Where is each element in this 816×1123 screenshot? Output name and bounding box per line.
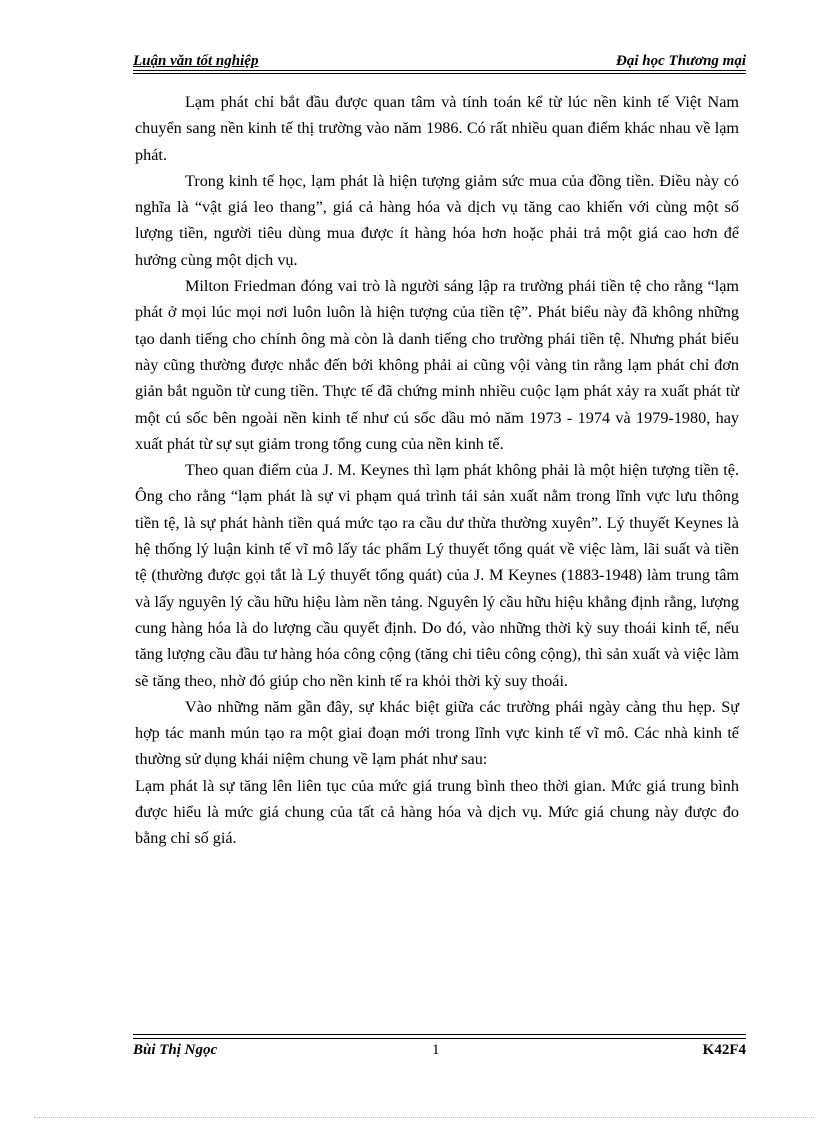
page-bottom-border [34,1117,814,1118]
paragraph-recent-years: Vào những năm gần đây, sự khác biệt giữa các trường phái ngày càng thu hẹp. Sự hợp tác manh mún tạo ra một giai đoạn mới trong lĩnh vực kinh tế vĩ mô. Các nhà kinh tế thường sử dụng khái niệm chung về lạm phát như sau: [135,697,739,769]
header-divider-secondary [133,73,746,74]
footer-divider [133,1034,746,1035]
footer-class-code: K42F4 [702,1042,746,1058]
page-number: 1 [432,1042,440,1058]
header-divider [133,70,746,71]
header-thesis-label: Luận văn tốt nghiệp [133,53,259,69]
document-body [135,89,739,852]
page-footer [133,1040,746,1060]
paragraph-friedman: Milton Friedman đóng vai trò là người sáng lập ra trường phái tiền tệ cho rằng “lạm phát ở mọi lúc mọi nơi luôn luôn là hiện tượng của tiền tệ”. Phát biểu này đã không những tạo danh tiếng cho chính ông mà còn là danh tiếng cho trường phái tiền tệ. Nhưng phát biểu này cũng thường được nhắc đến bởi không phải ai cũng vội vàng tin rằng lạm phát chỉ đơn giản bắt nguồn từ cung tiền. Thực tế đã chứng minh nhiều cuộc lạm phát xảy ra xuất phát từ một cú sốc bên ngoài nền kinh tế như cú sốc dầu mỏ năm 1973 - 1974 và 1979-1980, hay xuất phát từ sự sụt giảm trong tổng cung của nền kinh tế. [135,277,739,453]
header-university-label: Đại học Thương mại [616,53,746,69]
paragraph-keynes: Theo quan điểm của J. M. Keynes thì lạm phát không phải là một hiện tượng tiền tệ. Ông cho rằng “lạm phát là sự vi phạm quá trình tái sản xuất nằm trong lĩnh vực lưu thông tiền tệ, là sự phát hành tiền quá mức tạo ra cầu dư thừa thường xuyên”. Lý thuyết Keynes là hệ thống lý luận kinh tế vĩ mô lấy tác phẩm Lý thuyết tổng quát về việc làm, lãi suất và tiền tệ (thường được gọi tắt là Lý thuyết tổng quát) của J. M Keynes (1883-1948) làm trung tâm và lấy nguyên lý cầu hữu hiệu làm nền tảng. Nguyên lý cầu hữu hiệu khẳng định rằng, lượng cung hàng hóa là do lượng cầu quyết định. Do đó, vào những thời kỳ suy thoái kinh tế, nếu tăng lượng cầu đầu tư hàng hóa công cộng (tăng chi tiêu công cộng), thì sản xuất và việc làm sẽ tăng theo, nhờ đó giúp cho nền kinh tế ra khỏi thời kỳ suy thoái. [135,461,739,690]
paragraph-general-definition: Lạm phát là sự tăng lên liên tục của mức giá trung bình theo thời gian. Mức giá trung bình được hiểu là mức giá chung của tất cả hàng hóa và dịch vụ. Mức giá chung này được đo bằng chỉ số giá. [135,776,739,848]
page-header [133,48,746,70]
paragraph-definition: Trong kinh tế học, lạm phát là hiện tượng giảm sức mua của đồng tiền. Điều này có nghĩa là “vật giá leo thang”, giá cả hàng hóa và dịch vụ tăng cao khiến với cùng một số lượng tiền, người tiêu dùng mua được ít hàng hóa hơn hoặc phải trả một giá cao hơn để hưởng cùng một dịch vụ. [135,171,739,269]
paragraph-intro: Lạm phát chỉ bắt đầu được quan tâm và tính toán kể từ lúc nền kinh tế Việt Nam chuyển sang nền kinh tế thị trường vào năm 1986. Có rất nhiều quan điểm khác nhau về lạm phát. [135,93,739,164]
footer-divider-secondary [133,1038,746,1039]
footer-author: Bùi Thị Ngọc [133,1042,218,1058]
